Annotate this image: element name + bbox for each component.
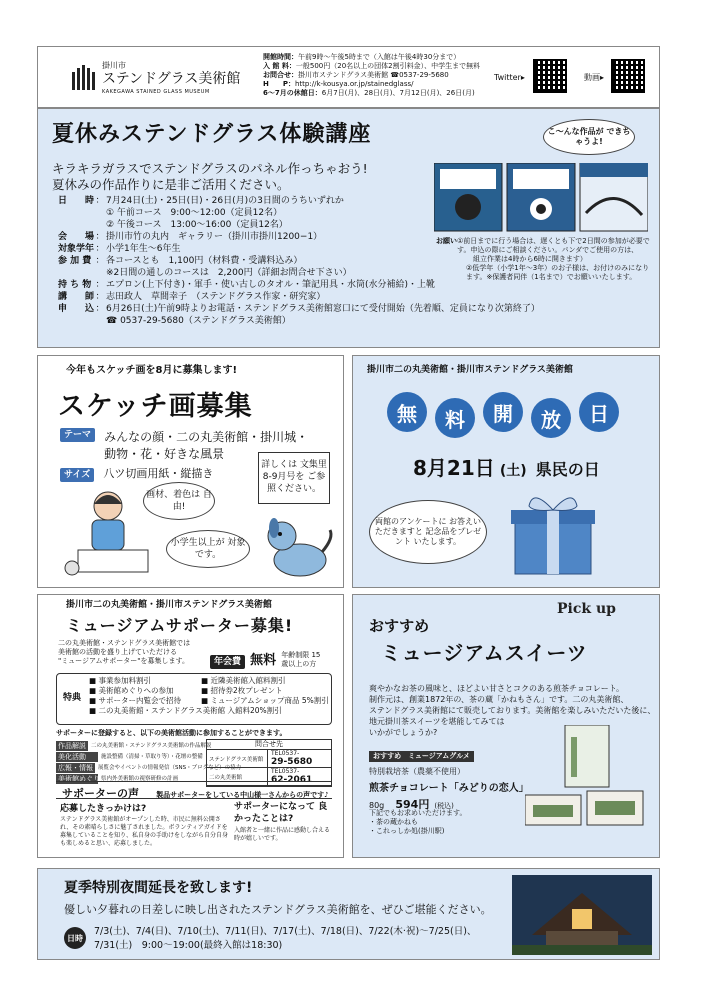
header-info-label: H P：	[263, 80, 295, 88]
workshop-row-value: 7月24日(土)・25日(日)・26日(月)の3日間のうちいずれか	[106, 196, 344, 206]
workshop-row-value: 掛川市竹の丸内 ギャラリー（掛川市掛川1200−1）	[106, 232, 323, 242]
note-1: ①前日までに行う場合は、遅くとも下で2日間の参加が必要です。申込の際にご相談ください。パンダでご使用の方は、	[457, 237, 650, 254]
perk-item: ■ ミュージアムショップ商品 5%割引	[201, 696, 329, 705]
free-circles	[387, 392, 627, 442]
sketch-bubble-2: 小学生以上が 対象です。	[166, 530, 250, 568]
video-link[interactable]: 動画▸	[584, 73, 605, 82]
sweets-body-line: 爽やかなお茶の風味と、ほどよい甘さとコクのある煎茶チョコレート。	[369, 684, 625, 693]
supporter-title: ミュージアムサポーター募集!	[66, 616, 294, 635]
sweets-shops	[369, 809, 466, 836]
fee-label: 年会費	[210, 655, 245, 669]
workshop-row-label: 日 時	[58, 196, 95, 206]
workshop-row	[58, 303, 540, 315]
sketch-size	[60, 462, 213, 482]
workshop-row-label: 対象学年	[58, 244, 95, 254]
workshop-row-value: ① 午前コース 9:00〜12:00（定員12名）	[106, 208, 283, 218]
sweets-body-line: 地元掛川茶スイーツを堪能してみては	[369, 717, 505, 726]
activity-row	[56, 741, 212, 751]
workshop-row-value: 6月26日(土)午前9時よりお電話・ステンドグラス美術館窓口にて受付開始（先着順、定員になり次第終了）	[106, 304, 540, 314]
sweets-badge: おすすめ ミュージアムグルメ	[369, 751, 474, 762]
free-char-circle: 料	[435, 398, 475, 438]
workshop-row-label	[58, 219, 94, 231]
workshop-title: 夏休みステンドグラス体験講座	[52, 122, 372, 147]
activity-row	[56, 763, 242, 773]
shop-line: 下記でもお求めいただけます。	[369, 809, 467, 817]
sweets-price: 594円	[395, 798, 430, 811]
activity-label: 作品解説	[58, 742, 86, 750]
free-header: 掛川市二の丸美術館・掛川市ステンドグラス美術館	[367, 365, 573, 375]
workshop-row-value: 小学1年生〜6年生	[106, 244, 181, 254]
sweets-title: ミュージアムスイーツ	[381, 641, 588, 665]
sketch-info-box: 詳しくは 文集里8-9月号を ご参照ください。	[258, 452, 330, 504]
gift-box-icon	[503, 484, 603, 584]
supporter-intro	[58, 639, 190, 666]
header-info-value: http://k-kousya.or.jp/stainedglass/	[295, 80, 414, 88]
row-sep: ：	[95, 196, 105, 206]
row-sep: ：	[95, 280, 105, 290]
row-sep: ：	[95, 232, 105, 242]
size-value: 八ツ切画用紙・縦描き	[103, 467, 214, 480]
header-info-label: お問合せ：	[263, 71, 298, 79]
row-sep	[94, 315, 106, 327]
perk-label: 特典	[63, 693, 82, 703]
voice-a2: 入館者と一緒に作品に感動し合える時が嬉しいです。	[234, 827, 331, 842]
free-bubble: 両館のアンケートに お答えいただきますと 記念品をプレゼント いたします。	[369, 500, 487, 564]
sweets-p2: 煎茶チョコレート「みどりの恋人」	[369, 783, 529, 794]
sweets-weight: 80g	[369, 801, 385, 810]
row-sep: ：	[95, 292, 105, 302]
child-painting-icon	[60, 484, 156, 584]
voice-q1: 応募したきっかけは?	[60, 804, 147, 814]
perk-item: ■ サポーター内覧会で招待	[89, 696, 181, 705]
intro-3: "ミュージアムサポーター"を募集します。	[58, 657, 189, 665]
sweets-panel	[352, 594, 660, 858]
header-info-value: 掛川市ステンドグラス美術館 ☎0537-29-5680	[298, 71, 449, 79]
activity-label: 美術館めぐり	[58, 775, 100, 783]
shop-line: ・茶の蔵かねも	[369, 818, 418, 826]
perks	[56, 673, 332, 725]
contact-row	[207, 750, 331, 768]
intro-2: 美術館の活動を盛り上げていただける	[58, 648, 177, 656]
perk-item: ■ 近隣美術館入館料割引	[201, 676, 286, 685]
workshop-row-value: ☎ 0537-29-5680（ステンドグラス美術館）	[106, 316, 291, 326]
contact-label: 問合せ先	[207, 740, 331, 750]
activity-value: 県内外美術館の視察研修の計画	[101, 776, 179, 782]
header-info-value: 午前9時〜午後5時まで（入館は午後4時30分まで）	[298, 53, 461, 61]
row-sep	[94, 219, 106, 231]
perk-item: ■ 美術館めぐりへの参加	[89, 686, 174, 695]
voice-q2: サポーターになって 良かったことは?	[234, 802, 328, 824]
workshop-row-label: 会 場	[58, 232, 95, 242]
row-sep: ：	[95, 244, 105, 254]
perk-item: ■ 招待券2枚プレゼント	[201, 686, 283, 695]
header-panel	[37, 46, 660, 108]
shop-line: ・これっしか処(掛川駅)	[369, 827, 445, 835]
theme-line-1: みんなの顔・二の丸美術館・掛川城・	[104, 430, 309, 444]
twitter-qr-icon[interactable]	[533, 59, 567, 93]
contact-tel-prefix: TEL0537-	[271, 750, 300, 757]
workshop-row-label	[58, 207, 94, 219]
sketch-title: スケッチ画募集	[58, 391, 253, 422]
free-day-panel	[352, 355, 660, 588]
supporter-panel	[37, 594, 344, 858]
free-char-circle: 日	[579, 392, 619, 432]
workshop-row	[58, 219, 540, 231]
workshop-row-value: 各コースとも 1,100円（材料費・受講料込み）	[106, 256, 303, 266]
workshop-row	[58, 195, 540, 207]
summer-dates-2: 7/31(土) 9:00〜19:00(最終入館は18:30)	[94, 940, 283, 951]
voice-title: サポーターの声	[62, 787, 139, 800]
header-info-label: 入 館 料：	[263, 62, 296, 70]
voice-bar	[56, 781, 332, 799]
note-3: ②低学年（小学1年〜3年）のお子様は、お付けのみになります。※保護者同伴（1名まで）でお願いいたします。	[466, 264, 650, 281]
header-info-value: 6月7日(月)、28日(月)、7月12日(月)、26日(月)	[321, 89, 475, 97]
supporter-sub: サポーターに登録すると、以下の美術館活動に参加することができます。	[56, 729, 287, 737]
intro-1: 二の丸美術館・ステンドグラス美術館では	[58, 639, 191, 647]
supporter-header: 掛川市二の丸美術館・掛川市ステンドグラス美術館	[66, 600, 272, 610]
activity-value: 二の丸美術館・ステンドグラス美術館の作品解説	[91, 743, 212, 749]
contact-tel: 29-5680	[271, 757, 313, 767]
workshop-row-value: ② 午後コース 13:00〜16:00（定員12名）	[106, 220, 288, 230]
free-date: 8月21日	[413, 456, 495, 480]
free-date-line	[413, 452, 600, 481]
header-info	[263, 53, 480, 98]
summer-dates-1: 7/3(土)、7/4(日)、7/10(土)、7/11(日)、7/17(土)、7/18(日)、7/22(木·祝)〜7/25(日)、	[94, 926, 477, 937]
workshop-bubble: こ〜んな作品が できちゃうよ!	[543, 119, 635, 155]
sweets-tax: (税込)	[434, 802, 454, 810]
free-char-circle: 無	[387, 392, 427, 432]
museum-building-icon	[512, 875, 652, 959]
activity-label: 美化活動	[56, 752, 98, 762]
summer-title: 夏季特別夜間延長を致します!	[64, 880, 253, 896]
sweets-body-line: いかがでしょうか?	[369, 728, 438, 737]
note-2: 組立作業は4時から6時に開きます）	[466, 255, 587, 263]
workshop-row-label: 講 師	[58, 292, 95, 302]
notes-label: お願い	[436, 237, 457, 245]
workshop-row-label: 持 ち 物	[58, 280, 92, 290]
workshop-row-value: 志田政人 草間幸子 （ステンドグラス作家・研究家）	[106, 292, 326, 302]
sweets-body-line: 制作元は、創業1872年の、茶の蔵「かねもさん」です。二の丸美術館、	[369, 695, 629, 704]
header-info-value: 一般500円（20名以上の団体2割引料金）、中学生まで無料	[295, 62, 481, 70]
museum-logo-icon	[70, 64, 96, 90]
workshop-row-label	[58, 267, 94, 279]
workshop-panel	[37, 108, 660, 348]
row-sep: ：	[95, 304, 105, 314]
row-sep: ：	[95, 256, 105, 266]
summer-lead: 優しい夕暮れの日差しに映し出されたステンドグラス美術館を、ぜひご堪能ください。	[64, 903, 492, 916]
sweets-body-line: ステンドグラス美術館にて販売しております。美術館を楽しみいただいた後に、	[369, 706, 656, 715]
dog-icon	[260, 508, 340, 586]
size-label: サイズ	[60, 468, 94, 482]
fee-row	[210, 649, 321, 669]
activity-value: 施設整備（清掃・草取り等）・花壇の整備	[101, 754, 203, 760]
perk-item: ■ 二の丸美術館・ステンドグラス美術館 入館料20%割引	[89, 706, 282, 715]
workshop-notes	[436, 237, 650, 282]
workshop-lead-1: キラキラガラスでステンドグラスのパネル作っちゃおう!	[52, 161, 368, 176]
activity-value: 展覧会やイベントの情報発信（SNS・ブログなど）の協力	[98, 765, 242, 771]
twitter-link[interactable]: Twitter▸	[494, 73, 525, 82]
chocolate-product-icon	[525, 725, 645, 839]
free-char-circle: 開	[483, 392, 523, 432]
header-city: 掛川市	[102, 61, 126, 70]
summer-panel	[37, 868, 660, 960]
free-dow: (土)	[499, 463, 527, 479]
theme-label: テーマ	[60, 428, 95, 442]
sketch-panel	[37, 355, 344, 588]
video-qr-icon[interactable]	[611, 59, 645, 93]
workshop-lead-2: 夏休みの作品作りに是非ご活用ください。	[52, 177, 290, 192]
header-info-label: 6〜7月の休館日：	[263, 89, 322, 97]
voice-sub: 製品サポーターをしている中山様一さんからの声です♪	[156, 791, 329, 799]
fee-note: 年齢制限 15歳以上の方	[281, 650, 321, 668]
header-museum-en: KAKEGAWA STAINED GLASS MUSEUM	[102, 89, 210, 95]
row-sep	[94, 207, 106, 219]
pick-up-label: Pick up	[557, 601, 616, 617]
voice-a1: ステンドグラス美術館がオープンした時、市民に無料公開され、その素晴らしさに魅了されました。ボランティアガイドを募集していることを知り、私自身の手助けをしながら自分自身も楽しめると思い、応募しました。	[60, 816, 229, 847]
header-info-row	[263, 71, 480, 80]
theme-line-2: 動物・花・好きな風景	[104, 447, 225, 461]
activity-label: 広報・情報	[58, 764, 93, 772]
contact-tel: 62-2061	[271, 775, 313, 785]
workshop-row-label	[58, 315, 94, 327]
sweets-p1: 特別栽培茶（農薬不使用）	[369, 767, 465, 776]
free-suffix: 県民の日	[535, 460, 600, 479]
contact-tel-prefix: TEL0537-	[271, 768, 300, 775]
header-info-row	[263, 89, 480, 98]
fee-value: 無料	[250, 653, 277, 668]
header-info-row	[263, 62, 480, 71]
sweets-osusume: おすすめ	[369, 617, 430, 635]
sketch-kicker: 今年もスケッチ画を8月に募集します!	[66, 365, 238, 376]
workshop-row	[58, 291, 540, 303]
contact-name: 二の丸美術館	[209, 774, 243, 781]
workshop-row-value: ※2日間の通しのコースは 2,200円（詳細お問合せ下さい）	[106, 268, 352, 278]
perk-item: ■ 事業参加料割引	[89, 676, 151, 685]
workshop-row-label: 申 込	[58, 304, 95, 314]
workshop-row	[58, 315, 540, 327]
sketch-bubble-1: 画材、着色は 自由!	[143, 482, 215, 520]
workshop-row-label: 参 加 費	[58, 256, 92, 266]
activities	[56, 741, 242, 785]
workshop-row	[58, 207, 540, 219]
free-char-circle: 放	[531, 398, 571, 438]
header-info-row	[263, 53, 480, 62]
row-sep	[94, 267, 106, 279]
contact-name: ステンドグラス美術館	[209, 756, 264, 763]
header-museum-name: ステンドグラス美術館	[102, 71, 241, 87]
summer-label: 日時	[64, 927, 86, 949]
header-info-row	[263, 80, 480, 89]
workshop-row-value: エプロン(上下付き)・軍手・使い古しのタオル・筆記用具・水筒(水分補給)・上靴	[106, 280, 436, 290]
contacts	[206, 739, 332, 787]
activity-row	[56, 752, 206, 762]
header-info-label: 開館時間：	[263, 53, 298, 61]
